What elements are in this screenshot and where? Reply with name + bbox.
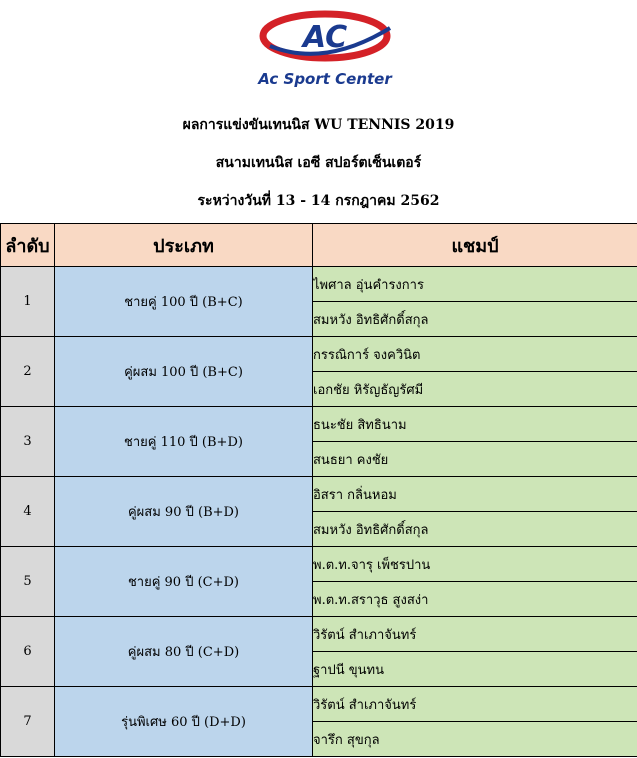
table-row	[1, 687, 637, 722]
table-row	[1, 547, 637, 582]
champion-cell: สมหวัง อิทธิศักดิ์สกุล	[313, 302, 637, 337]
champion-cell: จารึก สุขกุล	[313, 722, 637, 757]
rank-cell: 6	[1, 617, 55, 687]
logo-name: Ac Sport Center	[258, 70, 392, 88]
rank-cell: 4	[1, 477, 55, 547]
rank-cell: 7	[1, 687, 55, 757]
rank-cell: 3	[1, 407, 55, 477]
champion-cell: สนธยา คงชัย	[313, 442, 637, 477]
title-heading: ผลการแข่งขันเทนนิส WU TENNIS 2019	[182, 117, 455, 133]
logo-mark: AC	[302, 20, 348, 55]
venue-heading: สนามเทนนิส เอซี สปอร์ตเซ็นเตอร์	[215, 155, 422, 171]
table-row	[1, 617, 637, 652]
category-cell: คู่ผสม 80 ปี (C+D)	[55, 617, 313, 687]
champion-cell: วิรัตน์ สำเภาจันทร์	[313, 617, 637, 652]
champion-cell: ฐาปนี ขุนทน	[313, 652, 637, 687]
champion-cell: พ.ต.ท.จารุ เพ็ชรปาน	[313, 547, 637, 582]
table-row	[1, 337, 637, 372]
rank-cell: 2	[1, 337, 55, 407]
column-header-category: ประเภท	[55, 224, 313, 267]
results-table	[0, 223, 637, 757]
rank-cell: 1	[1, 267, 55, 337]
date-heading: ระหว่างวันที่ 13 - 14 กรกฎาคม 2562	[197, 193, 440, 209]
champion-cell: กรรณิการ์ จงควินิต	[313, 337, 637, 372]
category-cell: ชายคู่ 90 ปี (C+D)	[55, 547, 313, 617]
table-row	[1, 477, 637, 512]
table-row	[1, 407, 637, 442]
category-cell: ชายคู่ 100 ปี (B+C)	[55, 267, 313, 337]
category-cell: ชายคู่ 110 ปี (B+D)	[55, 407, 313, 477]
rank-cell: 5	[1, 547, 55, 617]
champion-cell: พ.ต.ท.สราวุธ สูงสง่า	[313, 582, 637, 617]
column-header-rank: ลำดับ	[1, 224, 55, 267]
table-header-row	[1, 224, 637, 267]
champion-cell: ธนะชัย สิทธินาม	[313, 407, 637, 442]
champion-cell: สมหวัง อิทธิศักดิ์สกุล	[313, 512, 637, 547]
champion-cell: วิรัตน์ สำเภาจันทร์	[313, 687, 637, 722]
champion-cell: ไพศาล อุ่นคำรงการ	[313, 267, 637, 302]
ac-logo-icon	[240, 6, 410, 66]
column-header-champion: แชมป์	[313, 224, 637, 267]
category-cell: คู่ผสม 100 ปี (B+C)	[55, 337, 313, 407]
category-cell: คู่ผสม 90 ปี (B+D)	[55, 477, 313, 547]
table-row	[1, 267, 637, 302]
champion-cell: อิสรา กลิ่นหอม	[313, 477, 637, 512]
champion-cell: เอกชัย หิรัญธัญรัศมี	[313, 372, 637, 407]
category-cell: รุ่นพิเศษ 60 ปี (D+D)	[55, 687, 313, 757]
ac-sport-center-logo	[240, 6, 410, 96]
